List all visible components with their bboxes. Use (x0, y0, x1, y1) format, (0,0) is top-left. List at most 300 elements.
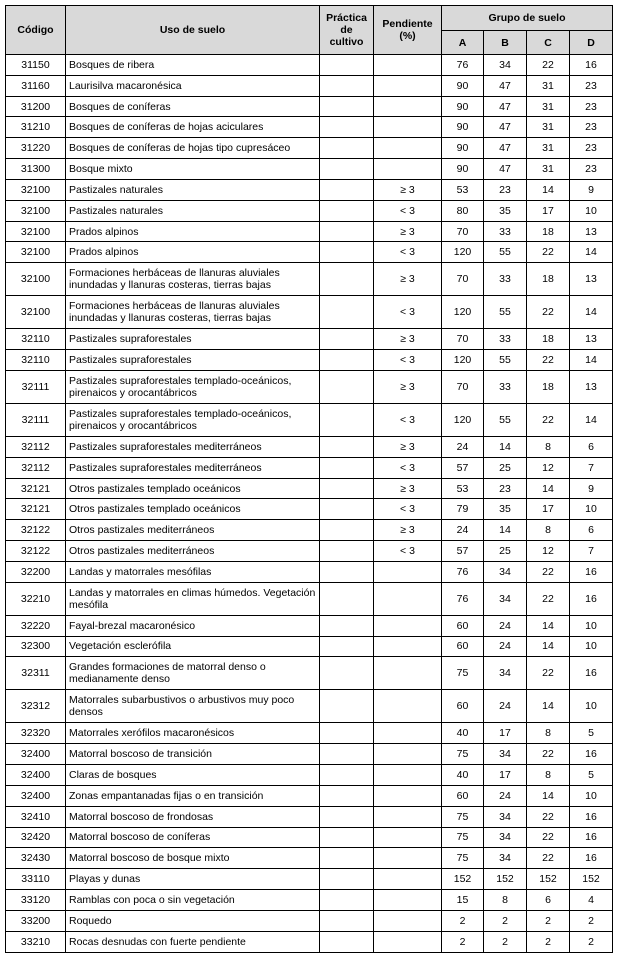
cell-practice (320, 117, 374, 138)
cell-group-a: 80 (442, 200, 484, 221)
table-row (6, 478, 613, 499)
cell-group-c: 8 (527, 436, 570, 457)
cell-use: Prados alpinos (66, 221, 320, 242)
cell-group-c: 18 (527, 370, 570, 403)
cell-group-b: 14 (484, 436, 527, 457)
cell-practice (320, 221, 374, 242)
cell-code: 31200 (6, 96, 66, 117)
cell-group-b: 25 (484, 541, 527, 562)
header-group-b: B (484, 31, 527, 55)
cell-code: 32122 (6, 520, 66, 541)
cell-practice (320, 806, 374, 827)
cell-group-d: 16 (570, 848, 613, 869)
cell-code: 32112 (6, 436, 66, 457)
cell-group-b: 47 (484, 117, 527, 138)
cell-slope (374, 848, 442, 869)
cell-practice (320, 723, 374, 744)
cell-group-d: 16 (570, 582, 613, 615)
cell-code: 32420 (6, 827, 66, 848)
cell-group-b: 23 (484, 478, 527, 499)
table-row (6, 520, 613, 541)
cell-code: 32100 (6, 179, 66, 200)
cell-use: Bosques de coníferas (66, 96, 320, 117)
cell-group-d: 13 (570, 329, 613, 350)
cell-practice (320, 785, 374, 806)
table-row (6, 403, 613, 436)
cell-group-a: 90 (442, 138, 484, 159)
cell-code: 33200 (6, 910, 66, 931)
cell-group-a: 70 (442, 370, 484, 403)
cell-code: 32121 (6, 478, 66, 499)
cell-group-c: 31 (527, 96, 570, 117)
cell-practice (320, 436, 374, 457)
cell-group-d: 2 (570, 910, 613, 931)
cell-code: 32110 (6, 350, 66, 371)
cell-group-a: 70 (442, 221, 484, 242)
cell-group-c: 8 (527, 765, 570, 786)
cell-slope (374, 615, 442, 636)
cell-group-d: 5 (570, 723, 613, 744)
cell-use: Pastizales supraforestales mediterráneos (66, 457, 320, 478)
table-row (6, 55, 613, 76)
header-use: Uso de suelo (66, 6, 320, 55)
cell-slope: ≥ 3 (374, 478, 442, 499)
cell-group-c: 8 (527, 520, 570, 541)
cell-group-b: 55 (484, 296, 527, 329)
cell-practice (320, 636, 374, 657)
table-row (6, 931, 613, 952)
cell-group-b: 34 (484, 657, 527, 690)
cell-group-d: 7 (570, 457, 613, 478)
cell-slope (374, 582, 442, 615)
table-row (6, 370, 613, 403)
cell-practice (320, 200, 374, 221)
cell-use: Vegetación esclerófila (66, 636, 320, 657)
cell-group-a: 24 (442, 436, 484, 457)
table-row (6, 242, 613, 263)
cell-code: 32111 (6, 403, 66, 436)
cell-use: Matorrales xerófilos macaronésicos (66, 723, 320, 744)
cell-slope: ≥ 3 (374, 370, 442, 403)
table-row (6, 869, 613, 890)
table-row (6, 179, 613, 200)
cell-use: Otros pastizales templado oceánicos (66, 478, 320, 499)
cell-group-d: 6 (570, 520, 613, 541)
cell-use: Landas y matorrales mesófilas (66, 561, 320, 582)
cell-practice (320, 848, 374, 869)
cell-group-b: 35 (484, 499, 527, 520)
cell-use: Otros pastizales mediterráneos (66, 541, 320, 562)
cell-group-a: 70 (442, 263, 484, 296)
cell-code: 31210 (6, 117, 66, 138)
cell-group-d: 13 (570, 370, 613, 403)
cell-group-a: 60 (442, 785, 484, 806)
cell-practice (320, 582, 374, 615)
cell-group-a: 60 (442, 636, 484, 657)
cell-group-a: 76 (442, 561, 484, 582)
cell-group-c: 22 (527, 827, 570, 848)
header-code: Código (6, 6, 66, 55)
cell-slope: < 3 (374, 242, 442, 263)
cell-practice (320, 329, 374, 350)
cell-code: 31150 (6, 55, 66, 76)
cell-slope: < 3 (374, 541, 442, 562)
cell-use: Matorrales subarbustivos o arbustivos muy poco densos (66, 690, 320, 723)
cell-practice (320, 296, 374, 329)
cell-group-a: 75 (442, 848, 484, 869)
cell-group-c: 14 (527, 615, 570, 636)
cell-use: Landas y matorrales en climas húmedos. Vegetación mesófila (66, 582, 320, 615)
cell-group-d: 10 (570, 785, 613, 806)
cell-group-b: 24 (484, 615, 527, 636)
cell-group-a: 76 (442, 582, 484, 615)
cell-group-b: 2 (484, 910, 527, 931)
cell-group-c: 31 (527, 75, 570, 96)
table-row (6, 329, 613, 350)
cell-group-c: 22 (527, 561, 570, 582)
cell-group-c: 14 (527, 179, 570, 200)
cell-group-d: 10 (570, 200, 613, 221)
cell-group-a: 15 (442, 890, 484, 911)
cell-group-a: 60 (442, 690, 484, 723)
table-row (6, 744, 613, 765)
cell-slope: ≥ 3 (374, 329, 442, 350)
cell-practice (320, 159, 374, 180)
cell-group-c: 22 (527, 744, 570, 765)
table-row (6, 221, 613, 242)
cell-group-b: 17 (484, 723, 527, 744)
table-row (6, 350, 613, 371)
cell-group-c: 22 (527, 55, 570, 76)
cell-practice (320, 370, 374, 403)
cell-group-b: 34 (484, 561, 527, 582)
cell-use: Matorral boscoso de frondosas (66, 806, 320, 827)
cell-group-a: 90 (442, 117, 484, 138)
cell-group-c: 2 (527, 910, 570, 931)
cell-group-c: 8 (527, 723, 570, 744)
cell-group-d: 23 (570, 96, 613, 117)
cell-use: Pastizales naturales (66, 200, 320, 221)
cell-group-b: 24 (484, 690, 527, 723)
cell-group-a: 53 (442, 478, 484, 499)
cell-slope (374, 827, 442, 848)
cell-group-d: 10 (570, 499, 613, 520)
cell-group-b: 33 (484, 329, 527, 350)
cell-group-c: 12 (527, 541, 570, 562)
cell-slope: < 3 (374, 403, 442, 436)
header-slope: Pendiente (%) (374, 6, 442, 55)
cell-use: Rocas desnudas con fuerte pendiente (66, 931, 320, 952)
cell-group-c: 12 (527, 457, 570, 478)
cell-code: 33110 (6, 869, 66, 890)
cell-code: 32430 (6, 848, 66, 869)
cell-practice (320, 869, 374, 890)
cell-slope: < 3 (374, 200, 442, 221)
table-row (6, 117, 613, 138)
cell-group-a: 120 (442, 403, 484, 436)
cell-slope (374, 765, 442, 786)
cell-practice (320, 657, 374, 690)
cell-practice (320, 179, 374, 200)
cell-group-d: 13 (570, 263, 613, 296)
cell-use: Claras de bosques (66, 765, 320, 786)
cell-code: 32122 (6, 541, 66, 562)
cell-practice (320, 744, 374, 765)
cell-use: Ramblas con poca o sin vegetación (66, 890, 320, 911)
cell-group-a: 60 (442, 615, 484, 636)
cell-practice (320, 457, 374, 478)
table-row (6, 561, 613, 582)
table-row (6, 96, 613, 117)
header-group-c: C (527, 31, 570, 55)
cell-slope (374, 690, 442, 723)
cell-code: 32312 (6, 690, 66, 723)
cell-group-b: 34 (484, 582, 527, 615)
table-row (6, 657, 613, 690)
cell-practice (320, 541, 374, 562)
cell-group-d: 16 (570, 657, 613, 690)
cell-group-d: 9 (570, 478, 613, 499)
cell-use: Pastizales supraforestales templado-oceánicos, pirenaicos y orocantábricos (66, 370, 320, 403)
cell-slope (374, 561, 442, 582)
cell-slope: < 3 (374, 350, 442, 371)
cell-slope (374, 785, 442, 806)
cell-code: 32112 (6, 457, 66, 478)
cell-code: 32121 (6, 499, 66, 520)
cell-group-d: 6 (570, 436, 613, 457)
table-row (6, 910, 613, 931)
cell-group-a: 57 (442, 457, 484, 478)
cell-group-b: 47 (484, 75, 527, 96)
cell-code: 31220 (6, 138, 66, 159)
cell-group-a: 2 (442, 931, 484, 952)
cell-group-d: 23 (570, 159, 613, 180)
land-use-table (5, 5, 613, 953)
cell-slope (374, 890, 442, 911)
cell-group-a: 90 (442, 75, 484, 96)
cell-group-c: 14 (527, 785, 570, 806)
table-row (6, 296, 613, 329)
header-practice: Práctica de cultivo (320, 6, 374, 55)
cell-group-c: 17 (527, 499, 570, 520)
table-row (6, 806, 613, 827)
cell-group-b: 55 (484, 242, 527, 263)
cell-group-a: 90 (442, 96, 484, 117)
cell-slope (374, 910, 442, 931)
cell-use: Fayal-brezal macaronésico (66, 615, 320, 636)
cell-practice (320, 910, 374, 931)
cell-practice (320, 827, 374, 848)
cell-code: 33120 (6, 890, 66, 911)
cell-group-b: 55 (484, 403, 527, 436)
cell-group-d: 2 (570, 931, 613, 952)
cell-practice (320, 138, 374, 159)
cell-code: 32100 (6, 242, 66, 263)
cell-group-d: 5 (570, 765, 613, 786)
cell-group-c: 14 (527, 636, 570, 657)
cell-group-b: 8 (484, 890, 527, 911)
cell-group-c: 22 (527, 582, 570, 615)
cell-group-d: 152 (570, 869, 613, 890)
cell-group-c: 22 (527, 806, 570, 827)
cell-code: 32320 (6, 723, 66, 744)
cell-group-d: 14 (570, 403, 613, 436)
table-row (6, 582, 613, 615)
table-row (6, 541, 613, 562)
cell-slope (374, 723, 442, 744)
cell-group-c: 14 (527, 690, 570, 723)
cell-code: 32100 (6, 221, 66, 242)
cell-group-b: 17 (484, 765, 527, 786)
cell-group-c: 14 (527, 478, 570, 499)
cell-code: 32311 (6, 657, 66, 690)
cell-group-d: 10 (570, 615, 613, 636)
cell-slope (374, 657, 442, 690)
cell-code: 32400 (6, 744, 66, 765)
cell-group-b: 152 (484, 869, 527, 890)
cell-code: 32210 (6, 582, 66, 615)
cell-group-a: 120 (442, 242, 484, 263)
cell-practice (320, 403, 374, 436)
cell-group-a: 90 (442, 159, 484, 180)
cell-group-d: 10 (570, 690, 613, 723)
cell-code: 32100 (6, 200, 66, 221)
header-group-a: A (442, 31, 484, 55)
cell-code: 32110 (6, 329, 66, 350)
cell-practice (320, 55, 374, 76)
cell-group-d: 23 (570, 138, 613, 159)
cell-use: Formaciones herbáceas de llanuras aluviales inundadas y llanuras costeras, tierras bajas (66, 296, 320, 329)
cell-slope (374, 138, 442, 159)
cell-group-c: 22 (527, 296, 570, 329)
cell-practice (320, 520, 374, 541)
table-row (6, 159, 613, 180)
cell-use: Matorral boscoso de bosque mixto (66, 848, 320, 869)
cell-use: Bosques de coníferas de hojas aciculares (66, 117, 320, 138)
cell-practice (320, 615, 374, 636)
cell-code: 32400 (6, 765, 66, 786)
table-row (6, 827, 613, 848)
cell-group-d: 23 (570, 75, 613, 96)
cell-group-d: 13 (570, 221, 613, 242)
cell-use: Pastizales supraforestales mediterráneos (66, 436, 320, 457)
cell-group-d: 14 (570, 242, 613, 263)
cell-slope (374, 869, 442, 890)
cell-use: Grandes formaciones de matorral denso o medianamente denso (66, 657, 320, 690)
cell-group-c: 18 (527, 221, 570, 242)
cell-slope (374, 931, 442, 952)
cell-slope (374, 159, 442, 180)
cell-group-b: 33 (484, 370, 527, 403)
cell-use: Pastizales supraforestales (66, 350, 320, 371)
cell-use: Zonas empantanadas fijas o en transición (66, 785, 320, 806)
cell-use: Otros pastizales mediterráneos (66, 520, 320, 541)
cell-practice (320, 263, 374, 296)
cell-practice (320, 96, 374, 117)
cell-group-b: 55 (484, 350, 527, 371)
cell-slope: < 3 (374, 457, 442, 478)
cell-group-c: 17 (527, 200, 570, 221)
header-row (6, 6, 613, 31)
cell-slope: ≥ 3 (374, 520, 442, 541)
cell-code: 32220 (6, 615, 66, 636)
cell-group-c: 31 (527, 138, 570, 159)
cell-practice (320, 890, 374, 911)
cell-group-d: 9 (570, 179, 613, 200)
cell-use: Bosque mixto (66, 159, 320, 180)
cell-group-b: 24 (484, 785, 527, 806)
cell-code: 32410 (6, 806, 66, 827)
table-row (6, 723, 613, 744)
cell-group-a: 152 (442, 869, 484, 890)
cell-practice (320, 242, 374, 263)
cell-slope (374, 55, 442, 76)
header-soil-group: Grupo de suelo (442, 6, 613, 31)
table-row (6, 200, 613, 221)
cell-use: Playas y dunas (66, 869, 320, 890)
cell-use: Formaciones herbáceas de llanuras aluviales inundadas y llanuras costeras, tierras bajas (66, 263, 320, 296)
cell-practice (320, 931, 374, 952)
cell-group-c: 22 (527, 242, 570, 263)
cell-group-b: 34 (484, 827, 527, 848)
cell-group-a: 75 (442, 806, 484, 827)
cell-group-d: 16 (570, 827, 613, 848)
cell-group-c: 2 (527, 931, 570, 952)
cell-group-a: 70 (442, 329, 484, 350)
cell-slope (374, 636, 442, 657)
cell-practice (320, 765, 374, 786)
table-row (6, 457, 613, 478)
cell-group-c: 18 (527, 329, 570, 350)
cell-group-a: 2 (442, 910, 484, 931)
cell-slope: < 3 (374, 296, 442, 329)
cell-group-b: 47 (484, 159, 527, 180)
cell-group-c: 6 (527, 890, 570, 911)
cell-use: Pastizales supraforestales (66, 329, 320, 350)
cell-group-c: 22 (527, 350, 570, 371)
cell-group-b: 47 (484, 138, 527, 159)
cell-group-b: 14 (484, 520, 527, 541)
cell-use: Pastizales naturales (66, 179, 320, 200)
cell-code: 32100 (6, 263, 66, 296)
cell-slope (374, 806, 442, 827)
cell-group-d: 16 (570, 744, 613, 765)
cell-practice (320, 350, 374, 371)
cell-group-a: 79 (442, 499, 484, 520)
cell-group-d: 4 (570, 890, 613, 911)
cell-group-b: 47 (484, 96, 527, 117)
cell-code: 32100 (6, 296, 66, 329)
cell-use: Laurisilva macaronésica (66, 75, 320, 96)
cell-group-a: 75 (442, 657, 484, 690)
cell-group-b: 23 (484, 179, 527, 200)
cell-practice (320, 75, 374, 96)
cell-group-a: 75 (442, 744, 484, 765)
cell-slope: ≥ 3 (374, 436, 442, 457)
cell-slope (374, 117, 442, 138)
cell-practice (320, 561, 374, 582)
cell-code: 33210 (6, 931, 66, 952)
header-group-d: D (570, 31, 613, 55)
cell-group-b: 33 (484, 221, 527, 242)
cell-code: 32200 (6, 561, 66, 582)
cell-code: 32300 (6, 636, 66, 657)
cell-group-d: 23 (570, 117, 613, 138)
cell-slope: < 3 (374, 499, 442, 520)
cell-code: 32111 (6, 370, 66, 403)
table-row (6, 636, 613, 657)
cell-practice (320, 478, 374, 499)
